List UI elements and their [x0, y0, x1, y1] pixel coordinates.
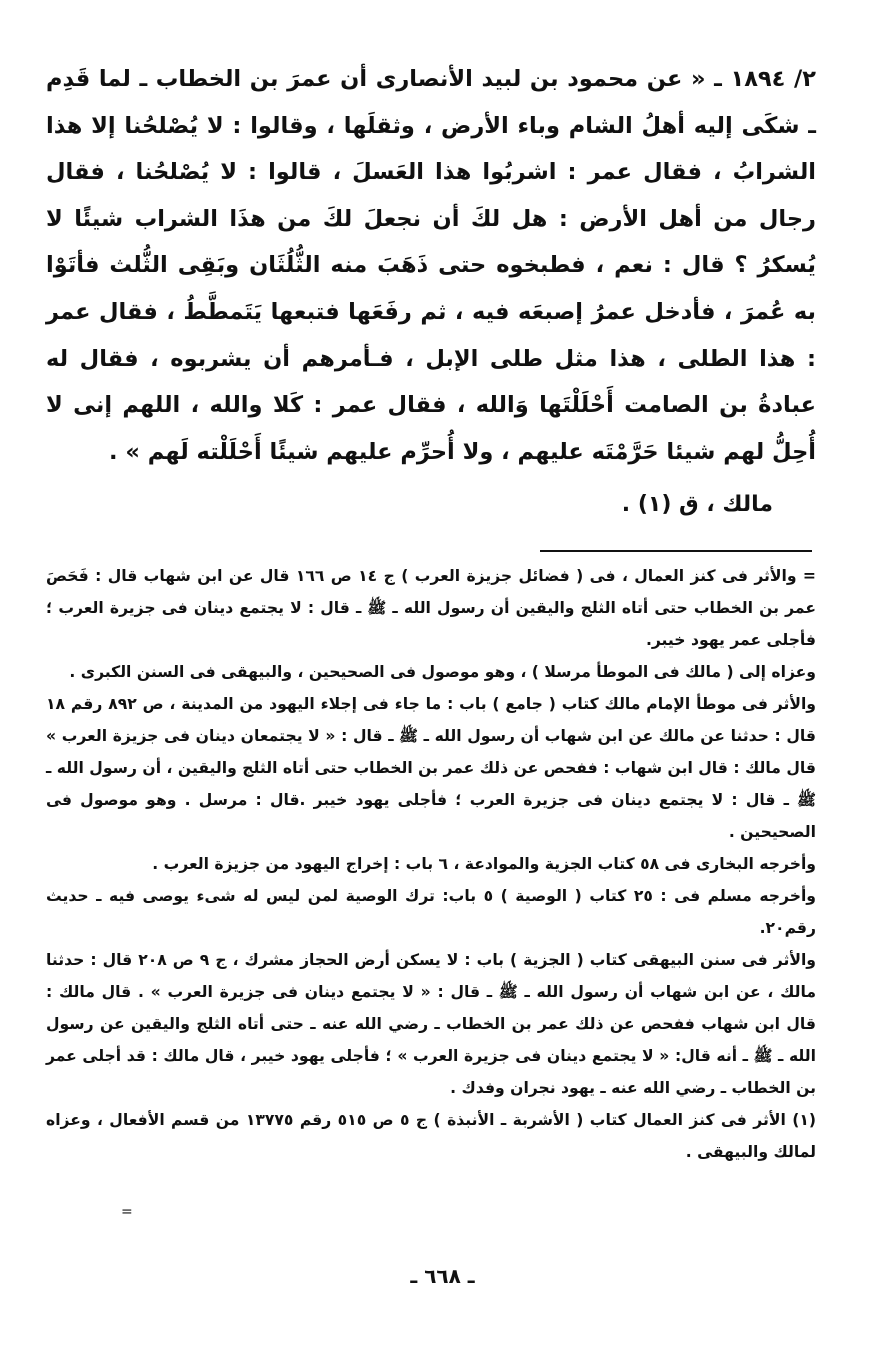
hadith-source-reference: مالك ، ق (١) . [621, 492, 773, 517]
footnote-paragraph: وعزاه إلى ( مالك فى الموطأ مرسلا ) ، وهو موصول فى الصحيحين ، والبيهقى فى السنن الكبرى . [69, 663, 816, 681]
footnote-paragraph: وأخرجه مسلم فى : ٢٥ كتاب ( الوصية ) ٥ باب: ترك الوصية لمن ليس له شىء يوصى فيه ـ حديث رقم٢٠. [46, 887, 816, 937]
footnotes-block [46, 560, 816, 1168]
footnote-paragraph: (١) الأثر فى كنز العمال كتاب ( الأشربة ـ الأنبذة ) ج ٥ ص ٥١٥ رقم ١٣٧٧٥ من قسم الأفعال ، وعزاه لمالك والبيهقى . [46, 1111, 816, 1161]
footnote-paragraph: والأثر فى موطأ الإمام مالك كتاب ( جامع ) باب : ما جاء فى إجلاء اليهود من المدينة ، ص ٨٩٢ رقم ١٨ قال : حدثنا عن مالك عن ابن شهاب أن رسول الله ـ ﷺ ـ قال : « لا يجتمعان دينان فى جزيزة العرب » قال مالك : قال ابن شهاب : ففحص عن ذلك عمر بن الخطاب حتى أتاه الثلج واليقين ، أن رسول الله ـ ﷺ ـ قال : لا يجتمع دينان فى جزيرة العرب ؛ فأجلى يهود خيبر .قال : مرسل . وهو موصول فى الصحيحين . [46, 695, 816, 841]
footnote-continuation-mark: = [121, 1204, 133, 1220]
hadith-paragraph: ٢/ ١٨٩٤ ـ « عن محمود بن لبيد الأنصارى أن عمرَ بن الخطاب ـ لما قَدِم ـ شكَى إليه أهلُ الشام وباء الأرض ، وثقلَها ، وقالوا : لا يُصْلحُنا إلا هذا الشرابُ ، فقال عمر : اشربُوا هذا العَسلَ ، قالوا : لا يُصْلحُنا ، فقال رجال من أهل الأرض : هل لكَ أن نجعلَ لكَ من هذَا الشراب شيئًا لا يُسكرُ ؟ قال : نعم ، فطبخوه حتى ذَهَبَ منه الثُّلُثَان وبَقِى الثُّلث فأتَوْا به عُمرَ ، فأدخل عمرُ إصبعَه فيه ، ثم رفَعَها فتبعها يَتَمطَّطُ ، فقال عمر : هذا الطلى ، هذا مثل طلى الإبل ، فـأمرهم أن يشربوه ، فقال له عبادةُ بن الصامت أَحْلَلْتَها وَالله ، فقال عمر : كَلا والله ، اللهم إنى لا أُحِلُّ لهم شيئا حَرَّمْتَه عليهم ، ولا أُحرِّم عليهم شيئًا أَحْلَلْته لَهم » . [46, 66, 816, 465]
footnote-paragraph: = والأثر فى كنز العمال ، فى ( فضائل جزيزة العرب ) ج ١٤ ص ١٦٦ قال عن ابن شهاب قال : فَحَصَ عمر بن الخطاب حتى أتاه الثلج واليقين أن رسول الله ـ ﷺ ـ قال : لا يجتمع دينان فى جزيرة العرب ؛ فأجلى عمر يهود خيبر. [46, 567, 816, 649]
hadith-text-block [46, 56, 816, 475]
page-number: ـ ٦٦٨ ـ [410, 1264, 475, 1288]
footnote-paragraph: والأثر فى سنن البيهقى كتاب ( الجزية ) باب : لا يسكن أرض الحجاز مشرك ، ج ٩ ص ٢٠٨ قال : حدثنا مالك ، عن ابن شهاب أن رسول الله ـ ﷺ ـ قال : « لا يجتمع دينان فى جزيرة العرب » . قال مالك : قال ابن شهاب ففحص عن ذلك عمر بن الخطاب ـ رضي الله عنه ـ حتى أتاه الثلج واليقين عن رسول الله ـ ﷺ ـ أنه قال: « لا يجتمع دينان فى جزيرة العرب » ؛ فأجلى يهود خيبر ، قال مالك : قد أجلى عمر بن الخطاب ـ رضي الله عنه ـ يهود نجران وفدك . [46, 951, 816, 1097]
footnote-separator-rule [540, 550, 812, 552]
footnote-paragraph: وأخرجه البخارى فى ٥٨ كتاب الجزية والموادعة ، ٦ باب : إخراج اليهود من جزيزة العرب . [152, 855, 816, 873]
